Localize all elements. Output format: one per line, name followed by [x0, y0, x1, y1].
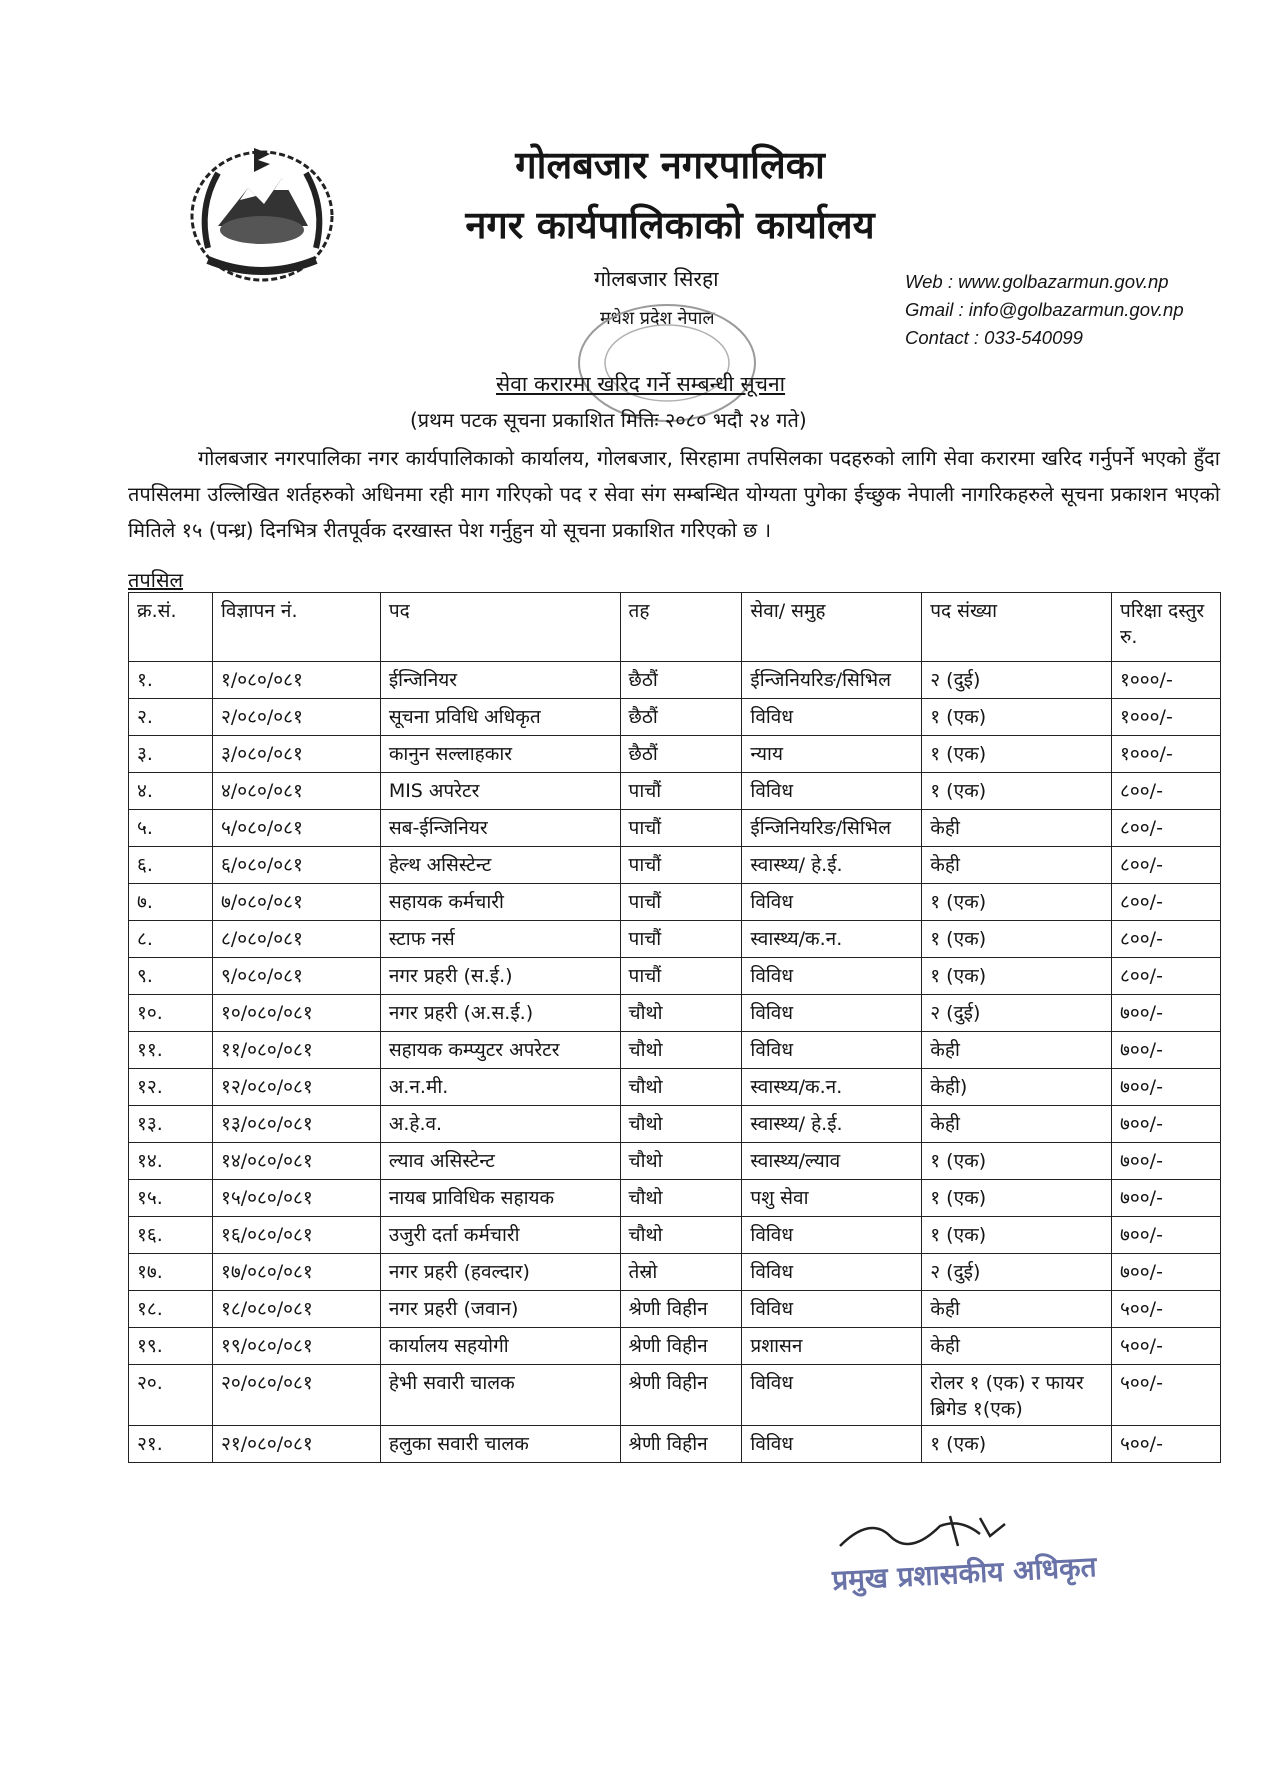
cell-post: हेभी सवारी चालक: [380, 1365, 620, 1426]
cell-advert-no: २/०८०/०८१: [212, 699, 380, 736]
address-line-1: गोलबजार सिरहा: [594, 267, 719, 291]
table-row: [129, 699, 1221, 736]
cell-level: पाचौं: [620, 847, 742, 884]
cell-service-group: विविध: [742, 1291, 922, 1328]
cell-sn: ४.: [129, 773, 213, 810]
cell-advert-no: १६/०८०/०८१: [212, 1217, 380, 1254]
cell-service-group: स्वास्थ्य/क.न.: [742, 921, 922, 958]
col-header-advert-no: विज्ञापन नं.: [212, 593, 380, 662]
cell-post: कानुन सल्लाहकार: [380, 736, 620, 773]
cell-sn: ८.: [129, 921, 213, 958]
cell-advert-no: १७/०८०/०८१: [212, 1254, 380, 1291]
col-header-sn: क्र.सं.: [129, 593, 213, 662]
cell-sn: १७.: [129, 1254, 213, 1291]
cell-level: पाचौं: [620, 958, 742, 995]
office-name: नगर कार्यपालिकाको कार्यालय: [465, 203, 875, 247]
cell-advert-no: १५/०८०/०८१: [212, 1180, 380, 1217]
cell-advert-no: १८/०८०/०८१: [212, 1291, 380, 1328]
table-row: [129, 1426, 1221, 1463]
cell-post-count: केही: [922, 1106, 1112, 1143]
col-header-level: तह: [620, 593, 742, 662]
cell-exam-fee: ७००/-: [1112, 1069, 1221, 1106]
table-row: [129, 1217, 1221, 1254]
cell-level: चौथो: [620, 1180, 742, 1217]
cell-post: नायब प्राविधिक सहायक: [380, 1180, 620, 1217]
cell-service-group: पशु सेवा: [742, 1180, 922, 1217]
cell-post: हेल्थ असिस्टेन्ट: [380, 847, 620, 884]
cell-exam-fee: ८००/-: [1112, 884, 1221, 921]
table-header-row: [129, 593, 1221, 662]
cell-post-count: केही: [922, 1291, 1112, 1328]
web-address[interactable]: Web : www.golbazarmun.gov.np: [905, 271, 1169, 292]
cell-post: नगर प्रहरी (हवल्दार): [380, 1254, 620, 1291]
cell-post-count: रोलर १ (एक) र फायर ब्रिगेड १(एक): [922, 1365, 1112, 1426]
cell-advert-no: १०/०८०/०८१: [212, 995, 380, 1032]
cell-sn: ५.: [129, 810, 213, 847]
table-row: [129, 1032, 1221, 1069]
cell-post-count: २ (दुई): [922, 1254, 1112, 1291]
cell-sn: १४.: [129, 1143, 213, 1180]
cell-level: चौथो: [620, 1143, 742, 1180]
cell-sn: ९.: [129, 958, 213, 995]
cell-advert-no: १३/०८०/०८१: [212, 1106, 380, 1143]
cell-advert-no: १/०८०/०८१: [212, 662, 380, 699]
cell-sn: २.: [129, 699, 213, 736]
cell-service-group: विविध: [742, 958, 922, 995]
cell-level: चौथो: [620, 1069, 742, 1106]
col-header-post: पद: [380, 593, 620, 662]
cell-post-count: १ (एक): [922, 1180, 1112, 1217]
cell-level: पाचौं: [620, 773, 742, 810]
cell-level: पाचौं: [620, 810, 742, 847]
table-row: [129, 1365, 1221, 1426]
cell-advert-no: ६/०८०/०८१: [212, 847, 380, 884]
table-row: [129, 1254, 1221, 1291]
cell-level: श्रेणी विहीन: [620, 1365, 742, 1426]
col-header-service-group: सेवा/ समुह: [742, 593, 922, 662]
table-row: [129, 662, 1221, 699]
table-row: [129, 1291, 1221, 1328]
cell-post: स्टाफ नर्स: [380, 921, 620, 958]
nepal-emblem-icon: [178, 138, 346, 288]
table-row: [129, 847, 1221, 884]
table-row: [129, 1180, 1221, 1217]
cell-post-count: २ (दुई): [922, 662, 1112, 699]
cell-advert-no: १९/०८०/०८१: [212, 1328, 380, 1365]
cell-sn: १२.: [129, 1069, 213, 1106]
cell-exam-fee: ५००/-: [1112, 1291, 1221, 1328]
cell-sn: ३.: [129, 736, 213, 773]
cell-level: पाचौं: [620, 921, 742, 958]
cell-level: चौथो: [620, 1106, 742, 1143]
cell-advert-no: २०/०८०/०८१: [212, 1365, 380, 1426]
cell-exam-fee: ७००/-: [1112, 1032, 1221, 1069]
cell-exam-fee: ७००/-: [1112, 1180, 1221, 1217]
cell-advert-no: ८/०८०/०८१: [212, 921, 380, 958]
cell-service-group: विविध: [742, 884, 922, 921]
cell-post: उजुरी दर्ता कर्मचारी: [380, 1217, 620, 1254]
email-address[interactable]: Gmail : info@golbazarmun.gov.np: [905, 299, 1184, 320]
cell-post-count: केही: [922, 847, 1112, 884]
table-row: [129, 1106, 1221, 1143]
table-row: [129, 958, 1221, 995]
cell-exam-fee: ५००/-: [1112, 1426, 1221, 1463]
signature-icon: [830, 1506, 1020, 1556]
cell-exam-fee: ७००/-: [1112, 1143, 1221, 1180]
cell-exam-fee: ७००/-: [1112, 995, 1221, 1032]
cell-level: चौथो: [620, 1032, 742, 1069]
table-row: [129, 921, 1221, 958]
notice-body: गोलबजार नगरपालिका नगर कार्यपालिकाको कार्यालय, गोलबजार, सिरहामा तपसिलका पदहरुको लागि सेवा करारमा खरिद गर्नुपर्ने भएको हुँदा तपसिलमा उल्लिखित शर्तहरुको अधिनमा रही माग गरिएको पद र सेवा संग सम्बन्धित योग्यता पुगेका ईच्छुक नेपाली नागरिकहरुले सूचना प्रकाशन भएको मितिले १५ (पन्ध्र) दिनभित्र रीतपूर्वक दरखास्त पेश गर्नुहुन यो सूचना प्रकाशित गरिएको छ ।: [128, 446, 1220, 542]
cell-post: ल्याव असिस्टेन्ट: [380, 1143, 620, 1180]
cell-sn: ६.: [129, 847, 213, 884]
cell-post: नगर प्रहरी (जवान): [380, 1291, 620, 1328]
notice-subject: सेवा करारमा खरिद गर्ने सम्बन्धी सूचना: [496, 372, 786, 396]
cell-post-count: १ (एक): [922, 736, 1112, 773]
cell-service-group: न्याय: [742, 736, 922, 773]
designation-stamp: प्रमुख प्रशासकीय अधिकृत: [831, 1550, 1098, 1597]
cell-post: नगर प्रहरी (स.ई.): [380, 958, 620, 995]
cell-post: सहायक कर्मचारी: [380, 884, 620, 921]
cell-post-count: १ (एक): [922, 1143, 1112, 1180]
cell-exam-fee: ५००/-: [1112, 1365, 1221, 1426]
cell-level: श्रेणी विहीन: [620, 1426, 742, 1463]
cell-service-group: विविध: [742, 773, 922, 810]
cell-service-group: विविध: [742, 1217, 922, 1254]
col-header-exam-fee: परिक्षा दस्तुर रु.: [1112, 593, 1221, 662]
cell-level: छैठौं: [620, 736, 742, 773]
cell-post: नगर प्रहरी (अ.स.ई.): [380, 995, 620, 1032]
cell-post-count: १ (एक): [922, 921, 1112, 958]
cell-post: अ.न.मी.: [380, 1069, 620, 1106]
cell-level: श्रेणी विहीन: [620, 1291, 742, 1328]
cell-exam-fee: ८००/-: [1112, 958, 1221, 995]
cell-sn: १०.: [129, 995, 213, 1032]
cell-exam-fee: १०००/-: [1112, 699, 1221, 736]
cell-post: सहायक कम्प्युटर अपरेटर: [380, 1032, 620, 1069]
cell-service-group: विविध: [742, 995, 922, 1032]
cell-post-count: १ (एक): [922, 1426, 1112, 1463]
cell-advert-no: ७/०८०/०८१: [212, 884, 380, 921]
cell-advert-no: १४/०८०/०८१: [212, 1143, 380, 1180]
cell-exam-fee: ७००/-: [1112, 1106, 1221, 1143]
cell-service-group: विविध: [742, 1365, 922, 1426]
table-row: [129, 1069, 1221, 1106]
cell-service-group: स्वास्थ्य/क.न.: [742, 1069, 922, 1106]
cell-level: चौथो: [620, 995, 742, 1032]
cell-post-count: केही: [922, 810, 1112, 847]
cell-service-group: स्वास्थ्य/ हे.ई.: [742, 1106, 922, 1143]
cell-advert-no: ४/०८०/०८१: [212, 773, 380, 810]
cell-post: सूचना प्रविधि अधिकृत: [380, 699, 620, 736]
table-row: [129, 810, 1221, 847]
cell-service-group: प्रशासन: [742, 1328, 922, 1365]
cell-sn: १८.: [129, 1291, 213, 1328]
cell-post-count: १ (एक): [922, 958, 1112, 995]
cell-advert-no: ११/०८०/०८१: [212, 1032, 380, 1069]
cell-post: ईन्जिनियर: [380, 662, 620, 699]
cell-post: MIS अपरेटर: [380, 773, 620, 810]
cell-level: पाचौं: [620, 884, 742, 921]
cell-service-group: ईन्जिनियरिङ/सिभिल: [742, 662, 922, 699]
cell-sn: २०.: [129, 1365, 213, 1426]
cell-post-count: केही: [922, 1032, 1112, 1069]
cell-sn: १९.: [129, 1328, 213, 1365]
cell-service-group: ईन्जिनियरिङ/सिभिल: [742, 810, 922, 847]
cell-post: कार्यालय सहयोगी: [380, 1328, 620, 1365]
cell-post-count: १ (एक): [922, 699, 1112, 736]
cell-exam-fee: ८००/-: [1112, 847, 1221, 884]
cell-service-group: स्वास्थ्य/ हे.ई.: [742, 847, 922, 884]
cell-exam-fee: १०००/-: [1112, 736, 1221, 773]
address-line-2: मधेश प्रदेश नेपाल: [600, 308, 715, 329]
cell-advert-no: ३/०८०/०८१: [212, 736, 380, 773]
cell-level: छैठौं: [620, 699, 742, 736]
cell-level: श्रेणी विहीन: [620, 1328, 742, 1365]
cell-service-group: विविध: [742, 1032, 922, 1069]
cell-post-count: १ (एक): [922, 1217, 1112, 1254]
cell-service-group: विविध: [742, 1254, 922, 1291]
cell-sn: २१.: [129, 1426, 213, 1463]
cell-post: हलुका सवारी चालक: [380, 1426, 620, 1463]
contact-block: [905, 268, 1184, 352]
cell-level: तेस्रो: [620, 1254, 742, 1291]
cell-service-group: विविध: [742, 699, 922, 736]
cell-sn: १.: [129, 662, 213, 699]
cell-exam-fee: ८००/-: [1112, 921, 1221, 958]
cell-post-count: १ (एक): [922, 884, 1112, 921]
cell-exam-fee: ७००/-: [1112, 1217, 1221, 1254]
table-row: [129, 1143, 1221, 1180]
cell-exam-fee: ७००/-: [1112, 1254, 1221, 1291]
cell-sn: १५.: [129, 1180, 213, 1217]
cell-exam-fee: ८००/-: [1112, 773, 1221, 810]
cell-service-group: स्वास्थ्य/ल्याव: [742, 1143, 922, 1180]
cell-sn: ११.: [129, 1032, 213, 1069]
cell-post: अ.हे.व.: [380, 1106, 620, 1143]
cell-advert-no: ९/०८०/०८१: [212, 958, 380, 995]
cell-post-count: २ (दुई): [922, 995, 1112, 1032]
cell-level: छैठौं: [620, 662, 742, 699]
cell-post: सब-ईन्जिनियर: [380, 810, 620, 847]
cell-post-count: १ (एक): [922, 773, 1112, 810]
cell-level: चौथो: [620, 1217, 742, 1254]
cell-advert-no: २१/०८०/०८१: [212, 1426, 380, 1463]
cell-exam-fee: ८००/-: [1112, 810, 1221, 847]
cell-advert-no: १२/०८०/०८१: [212, 1069, 380, 1106]
cell-post-count: केही): [922, 1069, 1112, 1106]
cell-sn: १६.: [129, 1217, 213, 1254]
table-row: [129, 736, 1221, 773]
cell-post-count: केही: [922, 1328, 1112, 1365]
table-row: [129, 1328, 1221, 1365]
col-header-post-count: पद संख्या: [922, 593, 1112, 662]
table-row: [129, 884, 1221, 921]
vacancy-table: [128, 592, 1221, 1463]
table-row: [129, 773, 1221, 810]
schedule-label: तपसिल: [128, 568, 184, 592]
cell-service-group: विविध: [742, 1426, 922, 1463]
cell-exam-fee: ५००/-: [1112, 1328, 1221, 1365]
table-row: [129, 995, 1221, 1032]
cell-sn: १३.: [129, 1106, 213, 1143]
cell-advert-no: ५/०८०/०८१: [212, 810, 380, 847]
org-name: गोलबजार नगरपालिका: [515, 143, 825, 187]
cell-sn: ७.: [129, 884, 213, 921]
cell-exam-fee: १०००/-: [1112, 662, 1221, 699]
phone-number: Contact : 033-540099: [905, 327, 1083, 348]
publication-date: (प्रथम पटक सूचना प्रकाशित मितिः २०८० भदौ २४ गते): [410, 408, 807, 432]
